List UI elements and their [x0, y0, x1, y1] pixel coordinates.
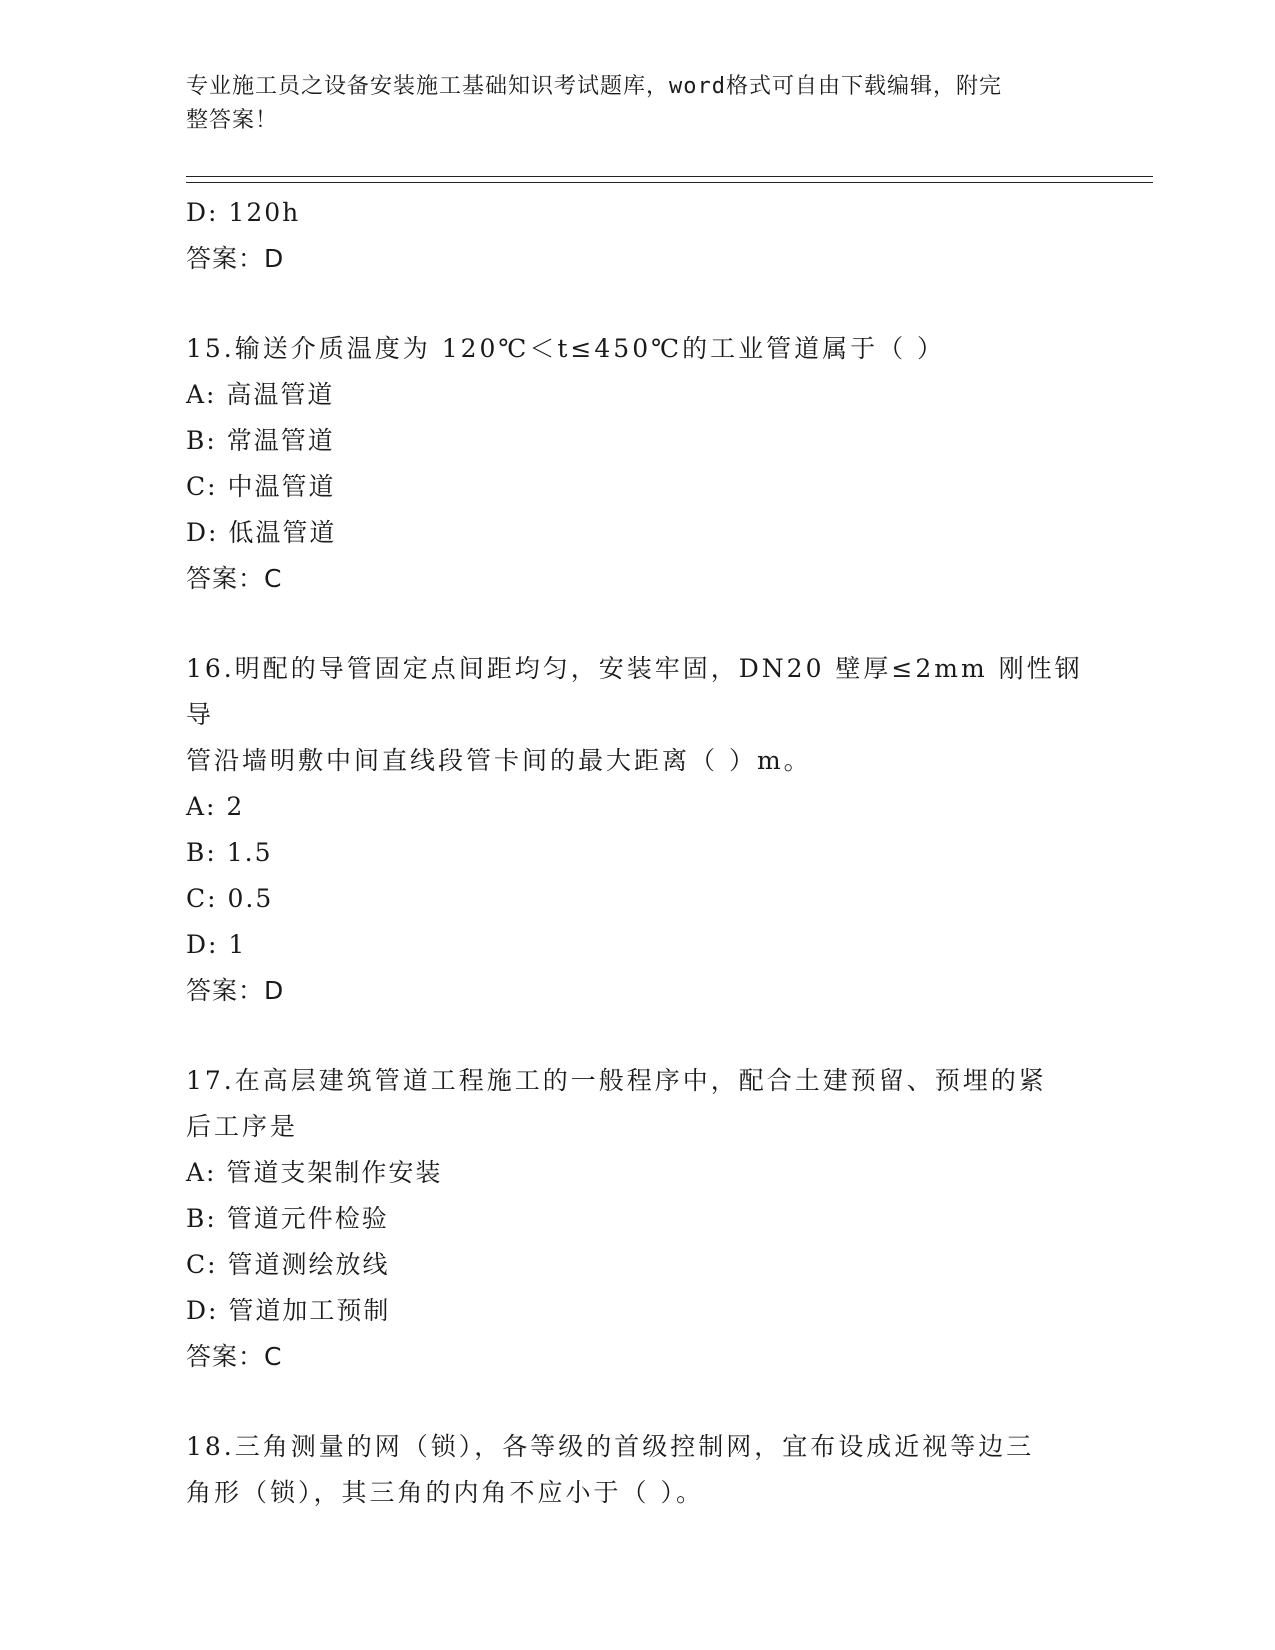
option-b: B: 常温管道 [186, 426, 335, 455]
spacer [186, 602, 1086, 646]
header-line-2: 整答案！ [186, 108, 279, 133]
question-text-line-1: 18.三角测量的网（锁），各等级的首级控制网，宜布设成近视等边三 [186, 1432, 1035, 1461]
option-a: A: 高温管道 [186, 380, 335, 409]
question-18 [186, 1424, 1086, 1516]
question-text-line-1: 17.在高层建筑管道工程施工的一般程序中，配合土建预留、预埋的紧 [186, 1066, 1047, 1095]
question-17 [186, 1058, 1086, 1380]
answer: 答案：C [186, 564, 283, 593]
header-rule-top [186, 176, 1153, 177]
spacer [186, 1380, 1086, 1424]
question-text-line-2: 角形（锁），其三角的内角不应小于（ ）。 [186, 1478, 704, 1507]
option-c: C: 中温管道 [186, 472, 336, 501]
option-d: D: 120h [186, 198, 301, 227]
answer: 答案：D [186, 244, 285, 273]
answer: 答案：D [186, 976, 285, 1005]
option-a: A: 管道支架制作安装 [186, 1158, 443, 1187]
question-15 [186, 326, 1086, 602]
spacer [186, 1014, 1086, 1058]
question-text-line-2: 管沿墙明敷中间直线段管卡间的最大距离（ ）m。 [186, 746, 812, 775]
header-rule-bottom [186, 182, 1153, 183]
option-d: D: 1 [186, 930, 247, 959]
question-16 [186, 646, 1086, 1014]
option-b: B: 1.5 [186, 838, 273, 867]
question-text-line-2: 后工序是 [186, 1112, 299, 1141]
answer: 答案：C [186, 1342, 283, 1371]
option-c: C: 管道测绘放线 [186, 1250, 390, 1279]
document-body [186, 190, 1086, 1516]
option-a: A: 2 [186, 792, 245, 821]
option-d: D: 管道加工预制 [186, 1296, 391, 1325]
header-line-1: 专业施工员之设备安装施工基础知识考试题库，word格式可自由下载编辑，附完 [186, 74, 1002, 99]
document-header [186, 70, 1066, 138]
option-b: B: 管道元件检验 [186, 1204, 389, 1233]
option-d: D: 低温管道 [186, 518, 337, 547]
option-c: C: 0.5 [186, 884, 274, 913]
question-text-line-1: 16.明配的导管固定点间距均匀，安装牢固，DN20 壁厚≤2mm 刚性钢导 [186, 654, 1083, 729]
spacer [186, 282, 1086, 326]
question-text: 15.输送介质温度为 120℃＜t≤450℃的工业管道属于（ ） [186, 334, 946, 363]
